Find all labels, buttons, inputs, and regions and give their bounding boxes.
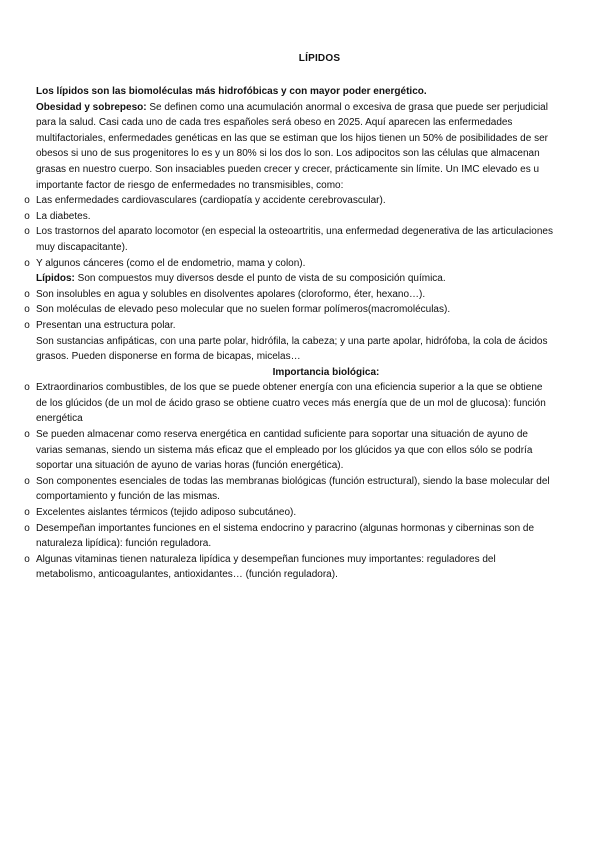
list-item: o Los trastornos del aparato locomotor (en especial la osteoartritis, una enfermedad degenerativa de las articulaciones muy discapacitante).: [36, 224, 556, 255]
bullet-icon: o: [24, 319, 30, 331]
bullet-icon: o: [24, 429, 30, 441]
list-item: o Presentan una estructura polar.: [36, 318, 556, 334]
importance-list: [24, 380, 556, 583]
diseases-list: [24, 193, 556, 271]
page-title: LÍPIDOS: [298, 53, 341, 64]
bullet-icon: o: [24, 210, 30, 222]
lipids-text: Son compuestos muy diversos desde el punto de vista de su composición química.: [74, 273, 446, 285]
list-item: o Excelentes aislantes térmicos (tejido adiposo subcutáneo).: [36, 505, 556, 521]
list-item: o Y algunos cánceres (como el de endometrio, mama y colon).: [36, 256, 556, 272]
bullet-icon: o: [24, 257, 30, 269]
list-item: o Se pueden almacenar como reserva energética en cantidad suficiente para soportar una situación de ayuno de varias semanas, siendo un sistema más eficaz que el empleado por los glúcidos ya que con ellos sólo se podría soportar una situación de ayuno de varias horas (función energética).: [36, 427, 556, 474]
bullet-icon: o: [24, 507, 30, 519]
list-item: o Son moléculas de elevado peso molecular que no suelen formar polímeros(macromoléculas).: [36, 302, 556, 318]
list-item: o Son insolubles en agua y solubles en disolventes apolares (cloroformo, éter, hexano…).: [36, 287, 556, 303]
list-item: o Desempeñan importantes funciones en el sistema endocrino y paracrino (algunas hormonas y ciberninas son de naturaleza lipídica): función reguladora.: [36, 521, 556, 552]
amphipathic-paragraph: Son sustancias anfipáticas, con una parte polar, hidrófila, la cabeza; y una parte apolar, hidrófoba, la cola de ácidos grasos. Pueden disponerse en forma de bicapas, micelas…: [36, 335, 548, 363]
properties-list: [24, 287, 556, 334]
bullet-icon: o: [24, 553, 30, 565]
list-item: o Algunas vitaminas tienen naturaleza lipídica y desempeñan funciones muy importantes: reguladores del metabolismo, anticoagulantes, antioxidantes… (función reguladora).: [36, 552, 556, 583]
bullet-icon: o: [24, 304, 30, 316]
bullet-icon: o: [24, 475, 30, 487]
list-item: o Las enfermedades cardiovasculares (cardiopatía y accidente cerebrovascular).: [36, 193, 556, 209]
bullet-icon: o: [24, 382, 30, 394]
document-body: [24, 84, 556, 583]
importance-heading: Importancia biológica:: [272, 366, 380, 378]
lipids-label: Lípidos:: [36, 273, 75, 285]
bullet-icon: o: [24, 288, 30, 300]
bullet-icon: o: [24, 522, 30, 534]
obesity-text: Se definen como una acumulación anormal o excesiva de grasa que puede ser perjudicial para la salud. Casi cada uno de cada tres españoles será obeso en 2025. Aquí aparecen las enfermedades multifactoriales, enfermedades genéticas en las que se estiman que los hijos tienen un 50% de posibilidades de ser obesos si uno de sus progenitores lo es y un 80% si los dos lo son. Los adipocitos son las células que almacenan grasas en nuestro cuerpo. Son insaciables pueden crecer y crecer, prácticamente sin límite. Un IMC elevado es u importante factor de riesgo de enfermedades no transmisibles, como:: [36, 101, 548, 191]
list-item: o La diabetes.: [36, 209, 556, 225]
bullet-icon: o: [24, 195, 30, 207]
lead-sentence: Los lípidos son las biomoléculas más hidrofóbicas y con mayor poder energético.: [36, 86, 427, 97]
bullet-icon: o: [24, 226, 30, 238]
obesity-label: Obesidad y sobrepeso:: [36, 101, 147, 113]
list-item: o Son componentes esenciales de todas las membranas biológicas (función estructural), siendo la base molecular del comportamiento y función de las mismas.: [36, 474, 556, 505]
lipids-paragraph: [36, 271, 556, 287]
list-item: o Extraordinarios combustibles, de los que se puede obtener energía con una eficiencia superior a la que se obtiene de los glúcidos (de un mol de ácido graso se obtiene cuatro veces más energía que de un mol de glucosa): función energética: [36, 380, 556, 427]
obesity-paragraph: [36, 100, 556, 194]
